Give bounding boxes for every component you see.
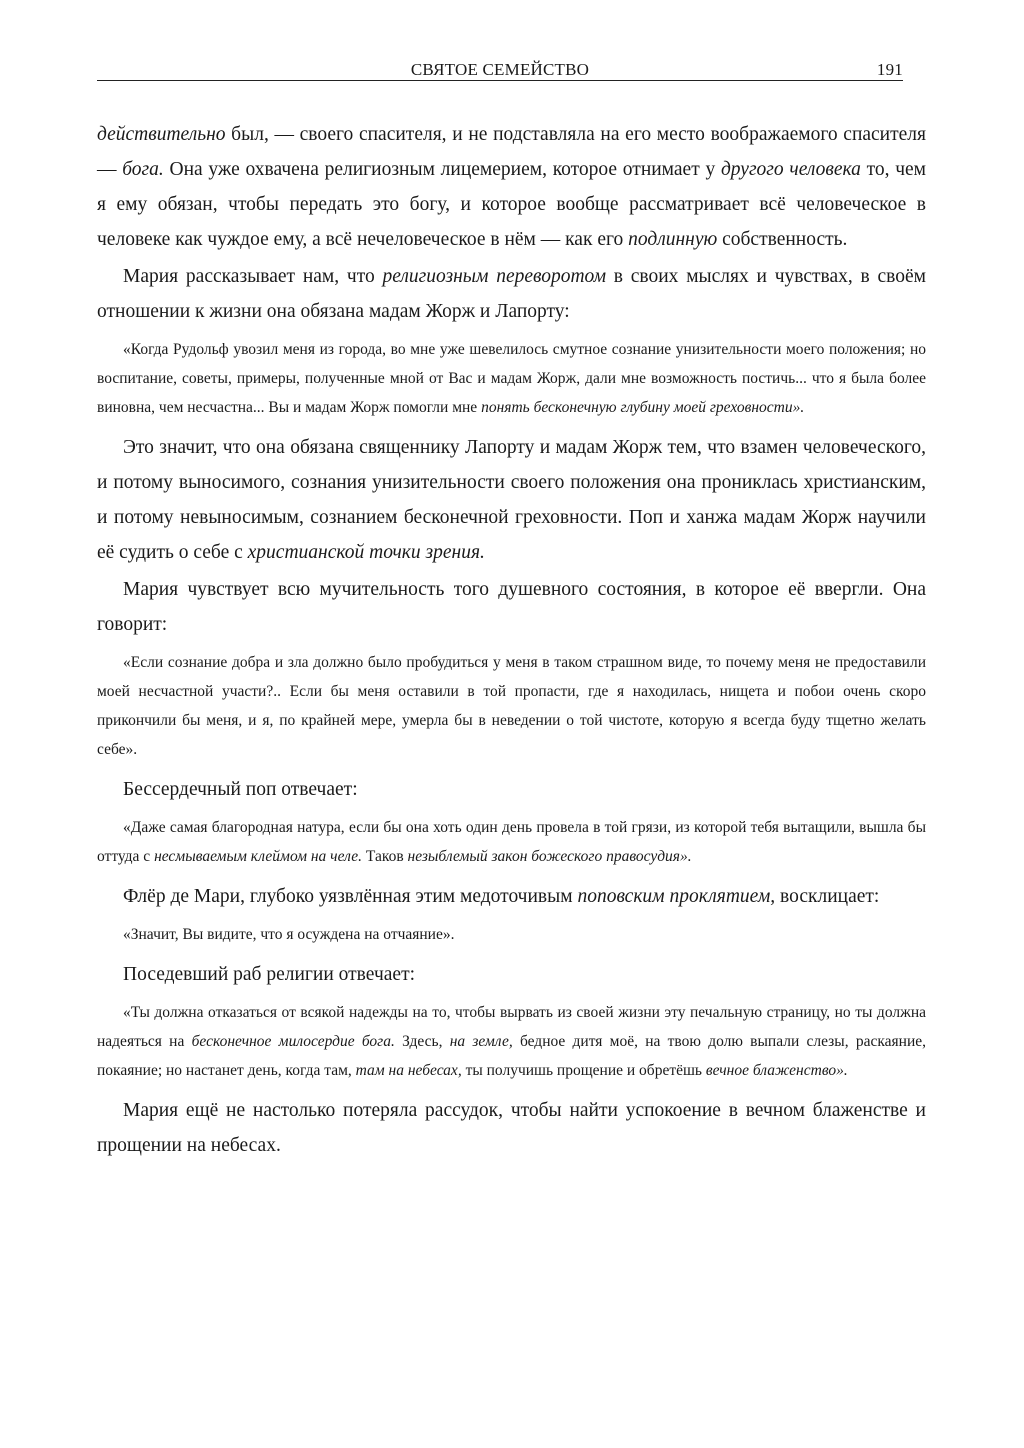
text-run: «Даже самая благородная натура, если бы она хоть один день провела в той грязи, из которой тебя вытащили, вышла бы оттуда с (97, 819, 926, 865)
body-paragraph (97, 259, 926, 329)
text-run: бедное дитя моё, на твою долю выпали слезы, раскаяние, покаяние; но настанет день, когда там, (97, 1033, 926, 1079)
italic-run: понять бесконечную глубину моей греховности». (481, 399, 805, 416)
text-run: Флёр де Мари, глубоко уязвлённая этим медоточивым (123, 886, 578, 907)
text-run: ты получишь прощение и обретёшь (461, 1062, 706, 1079)
body-paragraph (97, 879, 926, 914)
text-run: то, чем я ему обязан, чтобы передать это богу, и которое вообще рассматривает всё человеческое в человеке как чуждое ему, а всё нечеловеческое в нём — как его (97, 159, 926, 250)
text-run: Это значит, что она обязана священнику Лапорту и мадам Жорж тем, что взамен человеческого, и потому выносимого, сознания унизительности своего положения она прониклась христианским, и потому невыносимым, сознанием бесконечной греховности. Поп и ханжа мадам Жорж научили её судить о себе с (97, 437, 926, 563)
text-run: Мария ещё не настолько потеряла рассудок, чтобы найти успокоение в вечном блаженстве и прощении на небесах. (97, 1100, 926, 1156)
italic-run: бога. (122, 159, 164, 180)
body-paragraph (97, 117, 926, 257)
block-quote (97, 920, 926, 949)
page-header (97, 58, 903, 81)
italic-run: там на небесах, (355, 1062, 462, 1079)
text-run: в своих мыслях и чувствах, в своём отношении к жизни она обязана мадам Жорж и Лапорту: (97, 266, 926, 322)
page-number: 191 (876, 60, 903, 79)
block-quote (97, 998, 926, 1085)
text-run: собственность. (717, 229, 848, 250)
italic-run: поповским проклятием, (577, 886, 776, 907)
body-paragraph (97, 1093, 926, 1163)
italic-run: незыблемый закон божеского правосудия». (407, 848, 692, 865)
block-quote (97, 648, 926, 764)
italic-run: бесконечное милосердие бога. (191, 1033, 395, 1050)
text-run: Поседевший раб религии отвечает: (123, 964, 416, 985)
italic-run: несмываемым клеймом на челе. (154, 848, 362, 865)
text-run: Таков (361, 848, 408, 865)
text-run: Мария рассказывает нам, что (123, 266, 383, 287)
body-paragraph (97, 430, 926, 570)
text-run: «Ты должна отказаться от всякой надежды на то, чтобы вырвать из своей жизни эту печальную страницу, но ты должна надеяться на (97, 1004, 926, 1050)
italic-run: на земле, (449, 1033, 513, 1050)
italic-run: другого человека (720, 159, 861, 180)
block-quote (97, 813, 926, 871)
italic-run: вечное блаженство». (705, 1062, 848, 1079)
text-run: «Значит, Вы видите, что я осуждена на отчаяние». (123, 926, 455, 943)
italic-run: христианской точки зрения. (247, 542, 485, 563)
italic-run: действительно (97, 124, 226, 145)
text-run: был, — своего спасителя, и не подставляла на его место воображаемого спасителя — (97, 124, 926, 180)
italic-run: религиозным переворотом (382, 266, 607, 287)
text-run: «Когда Рудольф увозил меня из города, во мне уже шевелилось смутное сознание унизительности моего положения; но воспитание, советы, примеры, полученные мной от Вас и мадам Жорж, дали мне возможность постичь... что я была более виновна, чем несчастна... Вы и мадам Жорж помогли мне (97, 341, 926, 416)
text-run: Бессердечный поп отвечает: (123, 779, 358, 800)
body-paragraph (97, 572, 926, 642)
page-body (97, 117, 926, 1165)
text-run: Здесь, (394, 1033, 450, 1050)
text-run: восклицает: (775, 886, 880, 907)
body-paragraph (97, 957, 926, 992)
italic-run: подлинную (628, 229, 718, 250)
body-paragraph (97, 772, 926, 807)
text-run: Мария чувствует всю мучительность того душевного состояния, в которое её ввергли. Она говорит: (97, 579, 926, 635)
text-run: «Если сознание добра и зла должно было пробудиться у меня в таком страшном виде, то почему меня не предоставили моей несчастной участи?.. Если бы меня оставили в той пропасти, где я находилась, нищета и побои очень скоро прикончили бы меня, и я, по крайней мере, умерла бы в неведении о той чистоте, которую я всегда буду тщетно желать себе». (97, 654, 926, 758)
block-quote (97, 335, 926, 422)
text-run: Она уже охвачена религиозным лицемерием, которое отнимает у (163, 159, 721, 180)
running-title: СВЯТОЕ СЕМЕЙСТВО (410, 60, 590, 79)
